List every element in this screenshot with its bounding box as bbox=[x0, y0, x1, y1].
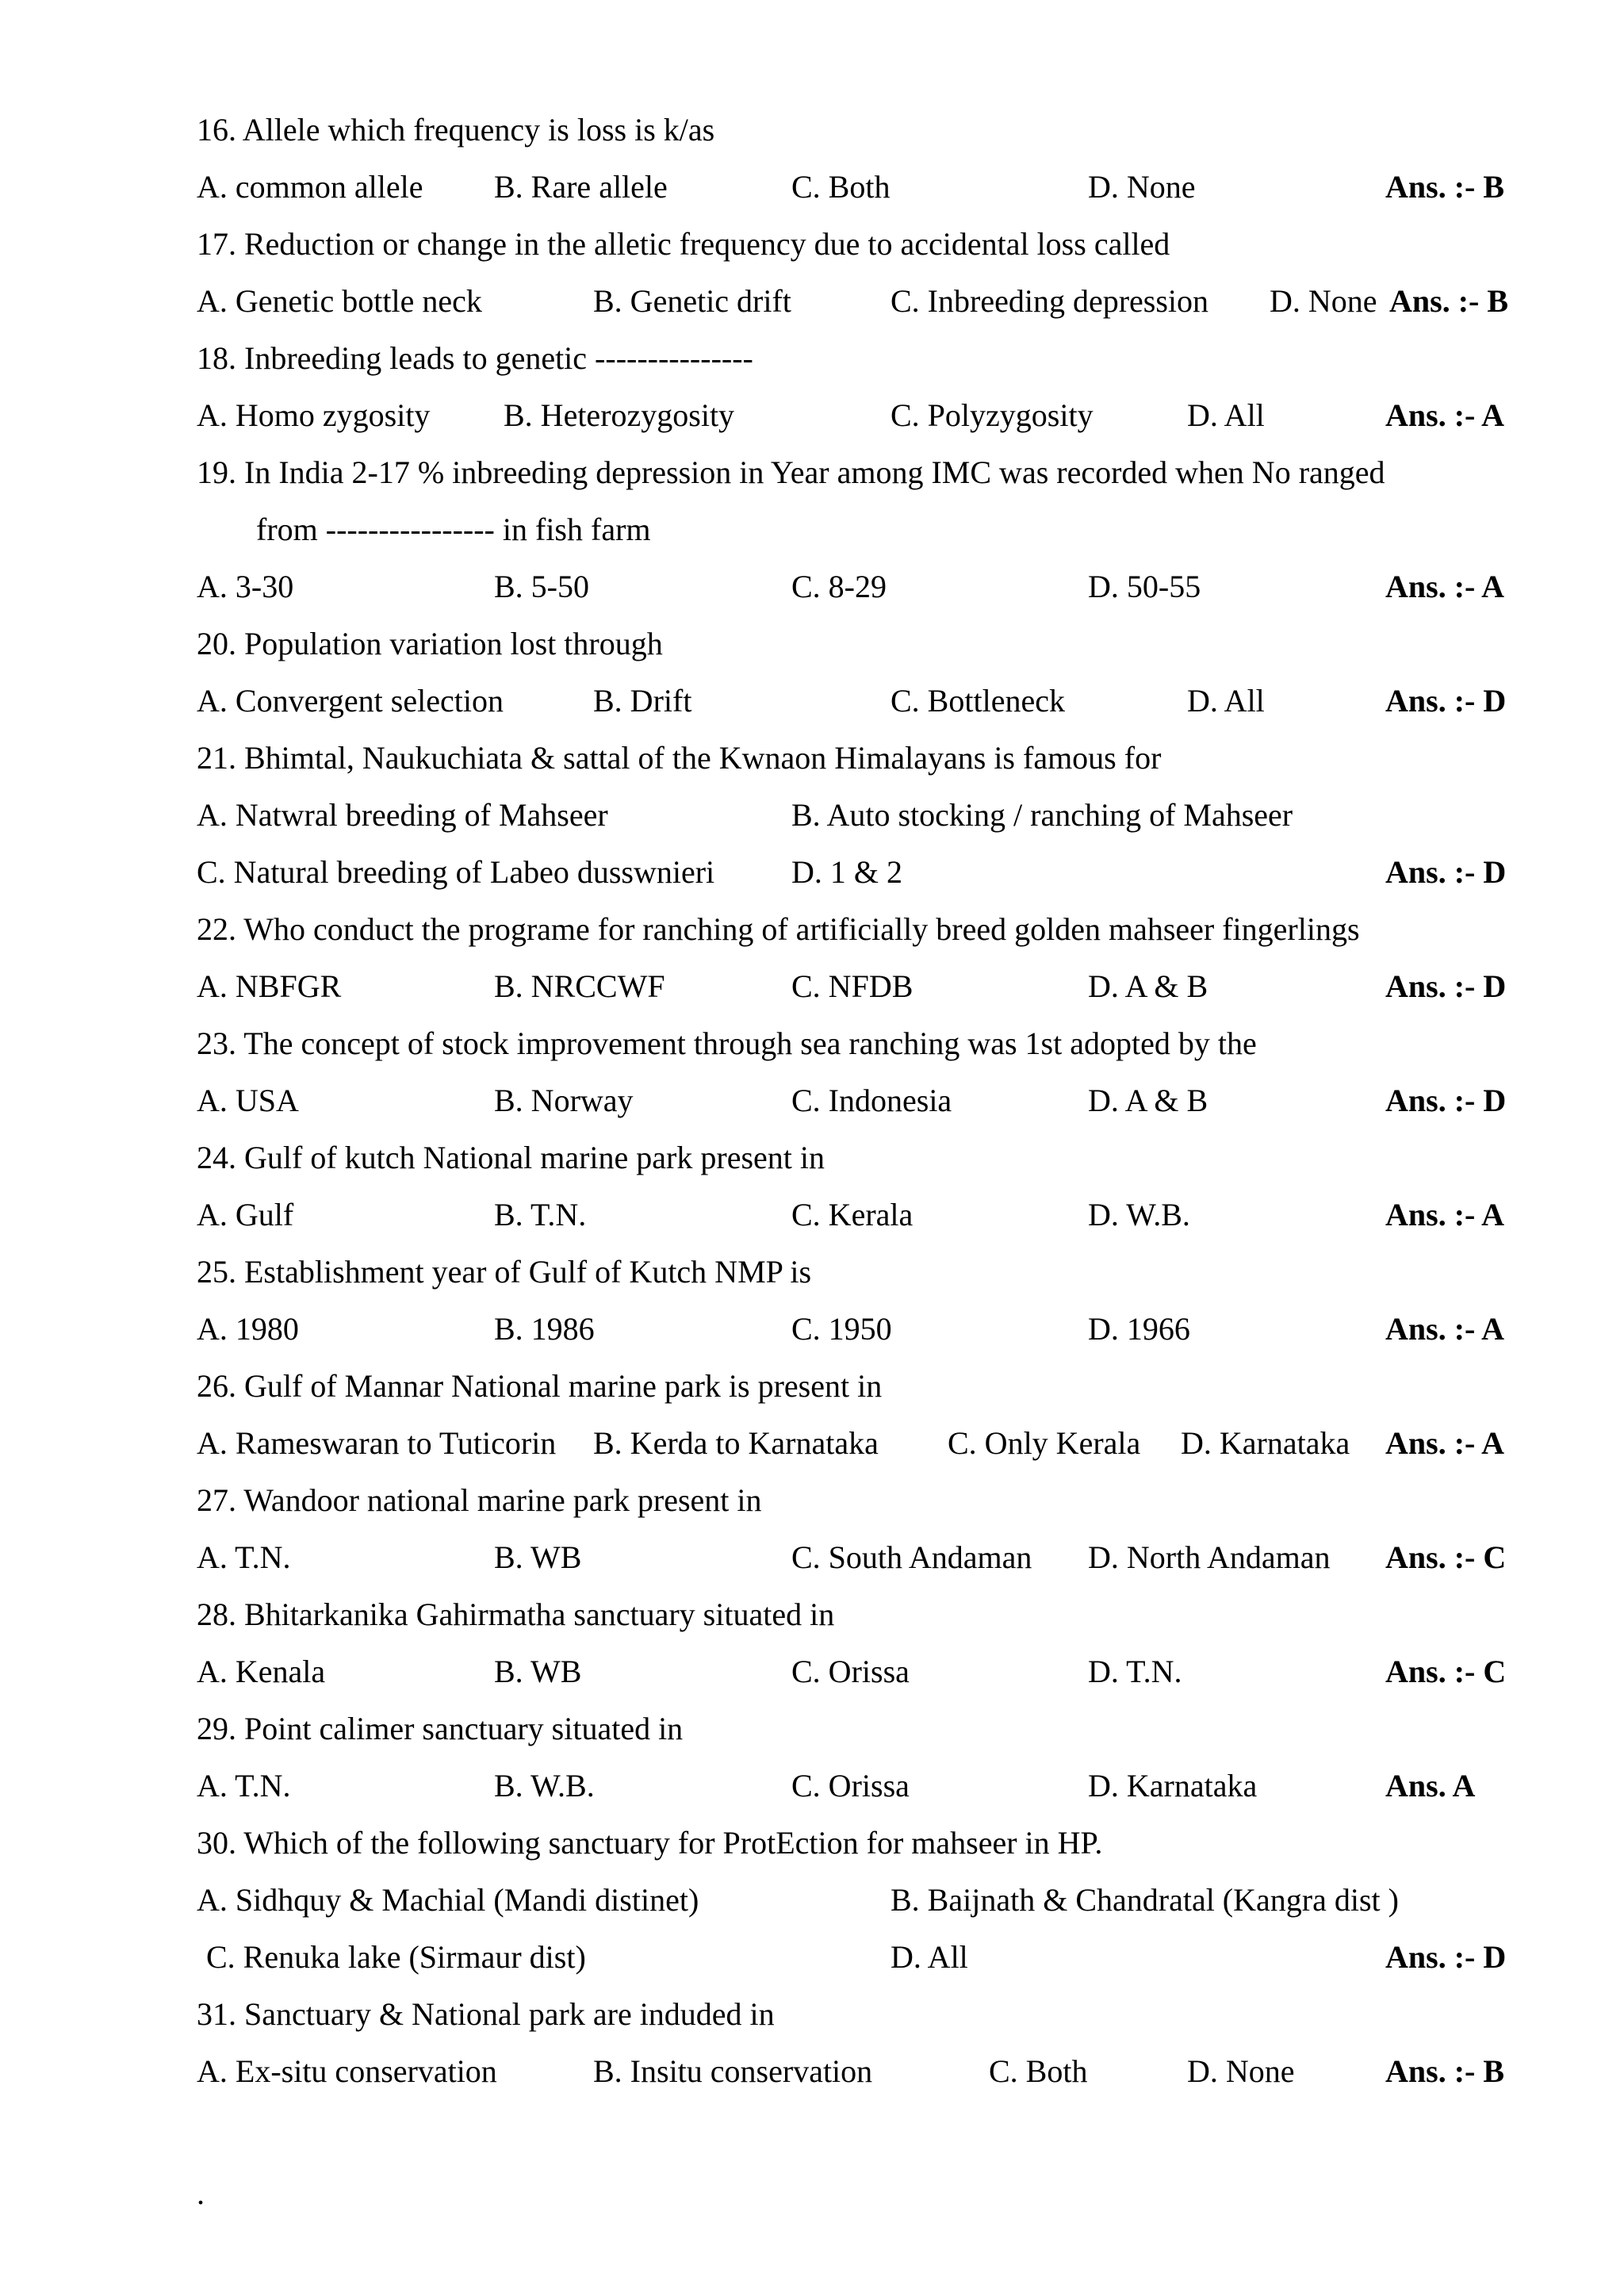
option-b: B. 5-50 bbox=[494, 569, 589, 604]
option-a: A. Homo zygosity bbox=[197, 397, 431, 433]
answer-label: Ans. :- B bbox=[1385, 2053, 1505, 2089]
option-b: B. Drift bbox=[593, 683, 692, 719]
option-c: C. South Andaman bbox=[791, 1539, 1032, 1575]
question-27-options bbox=[0, 1529, 1624, 1586]
option-b: B. Auto stocking / ranching of Mahseer bbox=[791, 797, 1293, 833]
answer-label: Ans. :- D bbox=[1385, 1083, 1507, 1118]
answer-label: Ans. :- A bbox=[1385, 569, 1505, 604]
answer-label: Ans. :- A bbox=[1385, 1311, 1505, 1347]
question-20-options bbox=[0, 673, 1624, 730]
option-c: C. Orissa bbox=[791, 1768, 910, 1803]
option-c: C. Indonesia bbox=[791, 1083, 952, 1118]
question-19-text-cont: from ---------------- in fish farm bbox=[256, 512, 651, 547]
option-c: C. Polyzygosity bbox=[891, 397, 1094, 433]
option-c: C. Only Kerala bbox=[948, 1425, 1141, 1461]
option-c: C. Kerala bbox=[791, 1197, 914, 1232]
option-b: B. 1986 bbox=[494, 1311, 595, 1347]
option-d: D. All bbox=[1187, 683, 1265, 719]
option-c: C. Both bbox=[989, 2053, 1088, 2089]
option-a: A. Kenala bbox=[197, 1654, 326, 1689]
option-b: B. Rare allele bbox=[494, 169, 668, 205]
option-d: D. Karnataka bbox=[1181, 1425, 1350, 1461]
option-c: C. Inbreeding depression bbox=[891, 283, 1209, 319]
question-30-options-row2 bbox=[0, 1929, 1624, 1986]
question-18-options bbox=[0, 387, 1624, 444]
option-d: D. None bbox=[1270, 283, 1377, 319]
option-d: D. A & B bbox=[1088, 968, 1208, 1004]
question-22-text: 22. Who conduct the programe for ranching of artificially breed golden mahseer fingerlings bbox=[197, 911, 1360, 947]
question-26-text: 26. Gulf of Mannar National marine park is present in bbox=[197, 1368, 883, 1404]
option-b: B. Genetic drift bbox=[593, 283, 791, 319]
question-30-text: 30. Which of the following sanctuary for ProtEction for mahseer in HP. bbox=[197, 1825, 1103, 1861]
question-18-text: 18. Inbreeding leads to genetic --------------- bbox=[197, 340, 753, 376]
answer-label: Ans. :- C bbox=[1385, 1654, 1507, 1689]
question-16-options bbox=[0, 159, 1624, 216]
option-a: A. T.N. bbox=[197, 1768, 291, 1803]
option-d: D. North Andaman bbox=[1088, 1539, 1331, 1575]
option-c: C. Renuka lake (Sirmaur dist) bbox=[206, 1939, 586, 1975]
answer-label: Ans. :- D bbox=[1385, 1939, 1507, 1975]
question-20-text: 20. Population variation lost through bbox=[197, 626, 663, 661]
question-29-text: 29. Point calimer sanctuary situated in bbox=[197, 1711, 684, 1746]
option-a: A. 3-30 bbox=[197, 569, 294, 604]
answer-label: Ans. :- A bbox=[1385, 397, 1505, 433]
option-d: D. All bbox=[1187, 397, 1265, 433]
option-d: D. 1 & 2 bbox=[791, 854, 902, 890]
answer-label: Ans. :- A bbox=[1385, 1197, 1505, 1232]
option-d: D. All bbox=[891, 1939, 968, 1975]
question-24-options bbox=[0, 1186, 1624, 1244]
answer-label: Ans. :- D bbox=[1385, 683, 1507, 719]
option-a: A. T.N. bbox=[197, 1539, 291, 1575]
option-a: A. Rameswaran to Tuticorin bbox=[197, 1425, 557, 1461]
option-b: B. Baijnath & Chandratal (Kangra dist ) bbox=[891, 1882, 1399, 1918]
question-31-options bbox=[0, 2043, 1624, 2100]
footer-mark: . bbox=[197, 2175, 205, 2211]
option-c: C. NFDB bbox=[791, 968, 914, 1004]
option-b: B. Heterozygosity bbox=[504, 397, 735, 433]
option-c: C. Natural breeding of Labeo dusswnieri bbox=[197, 854, 715, 890]
question-23-options bbox=[0, 1072, 1624, 1129]
question-31-text: 31. Sanctuary & National park are induded in bbox=[197, 1996, 775, 2032]
option-b: B. Norway bbox=[494, 1083, 634, 1118]
option-c: C. Both bbox=[791, 169, 891, 205]
option-a: A. USA bbox=[197, 1083, 299, 1118]
option-b: B. W.B. bbox=[494, 1768, 595, 1803]
option-c: C. Bottleneck bbox=[891, 683, 1065, 719]
answer-label: Ans. :- B bbox=[1389, 283, 1509, 319]
option-d: D. Karnataka bbox=[1088, 1768, 1258, 1803]
option-a: A. 1980 bbox=[197, 1311, 299, 1347]
option-c: C. Orissa bbox=[791, 1654, 910, 1689]
question-17-options bbox=[0, 273, 1624, 330]
answer-label: Ans. :- C bbox=[1385, 1539, 1507, 1575]
option-d: D. 1966 bbox=[1088, 1311, 1190, 1347]
question-19-text: 19. In India 2-17 % inbreeding depression in Year among IMC was recorded when No ranged bbox=[197, 454, 1385, 490]
option-d: D. A & B bbox=[1088, 1083, 1208, 1118]
option-a: A. NBFGR bbox=[197, 968, 342, 1004]
option-b: B. WB bbox=[494, 1654, 582, 1689]
question-28-text: 28. Bhitarkanika Gahirmatha sanctuary situated in bbox=[197, 1596, 835, 1632]
option-a: A. Natwral breeding of Mahseer bbox=[197, 797, 608, 833]
question-17-text: 17. Reduction or change in the alletic frequency due to accidental loss called bbox=[197, 226, 1170, 262]
option-a: A. Ex-situ conservation bbox=[197, 2053, 497, 2089]
question-21-options-row1 bbox=[0, 787, 1624, 844]
question-27-text: 27. Wandoor national marine park present in bbox=[197, 1482, 762, 1518]
option-b: B. NRCCWF bbox=[494, 968, 665, 1004]
question-23-text: 23. The concept of stock improvement through sea ranching was 1st adopted by the bbox=[197, 1025, 1257, 1061]
option-b: B. T.N. bbox=[494, 1197, 587, 1232]
option-d: D. 50-55 bbox=[1088, 569, 1201, 604]
question-22-options bbox=[0, 958, 1624, 1015]
question-21-text: 21. Bhimtal, Naukuchiata & sattal of the Kwnaon Himalayans is famous for bbox=[197, 740, 1162, 776]
answer-label: Ans. A bbox=[1385, 1768, 1476, 1803]
option-d: D. T.N. bbox=[1088, 1654, 1182, 1689]
answer-label: Ans. :- B bbox=[1385, 169, 1505, 205]
answer-label: Ans. :- D bbox=[1385, 968, 1507, 1004]
option-a: A. Genetic bottle neck bbox=[197, 283, 482, 319]
question-16-text: 16. Allele which frequency is loss is k/as bbox=[197, 112, 715, 148]
option-d: D. None bbox=[1088, 169, 1196, 205]
question-30-options-row1 bbox=[0, 1872, 1624, 1929]
option-d: D. None bbox=[1187, 2053, 1295, 2089]
option-a: A. Convergent selection bbox=[197, 683, 504, 719]
option-d: D. W.B. bbox=[1088, 1197, 1190, 1232]
question-29-options bbox=[0, 1757, 1624, 1815]
question-25-text: 25. Establishment year of Gulf of Kutch NMP is bbox=[197, 1254, 812, 1290]
question-26-options bbox=[0, 1415, 1624, 1472]
question-24-text: 24. Gulf of kutch National marine park present in bbox=[197, 1140, 825, 1175]
option-c: C. 8-29 bbox=[791, 569, 887, 604]
answer-label: Ans. :- A bbox=[1385, 1425, 1505, 1461]
option-a: A. common allele bbox=[197, 169, 423, 205]
option-c: C. 1950 bbox=[791, 1311, 892, 1347]
option-b: B. Kerda to Karnataka bbox=[593, 1425, 879, 1461]
option-a: A. Sidhquy & Machial (Mandi distinet) bbox=[197, 1882, 699, 1918]
answer-label: Ans. :- D bbox=[1385, 854, 1507, 890]
option-b: B. Insitu conservation bbox=[593, 2053, 873, 2089]
question-28-options bbox=[0, 1643, 1624, 1700]
option-a: A. Gulf bbox=[197, 1197, 294, 1232]
question-21-options-row2 bbox=[0, 844, 1624, 901]
option-b: B. WB bbox=[494, 1539, 582, 1575]
question-19-options bbox=[0, 558, 1624, 615]
question-25-options bbox=[0, 1301, 1624, 1358]
